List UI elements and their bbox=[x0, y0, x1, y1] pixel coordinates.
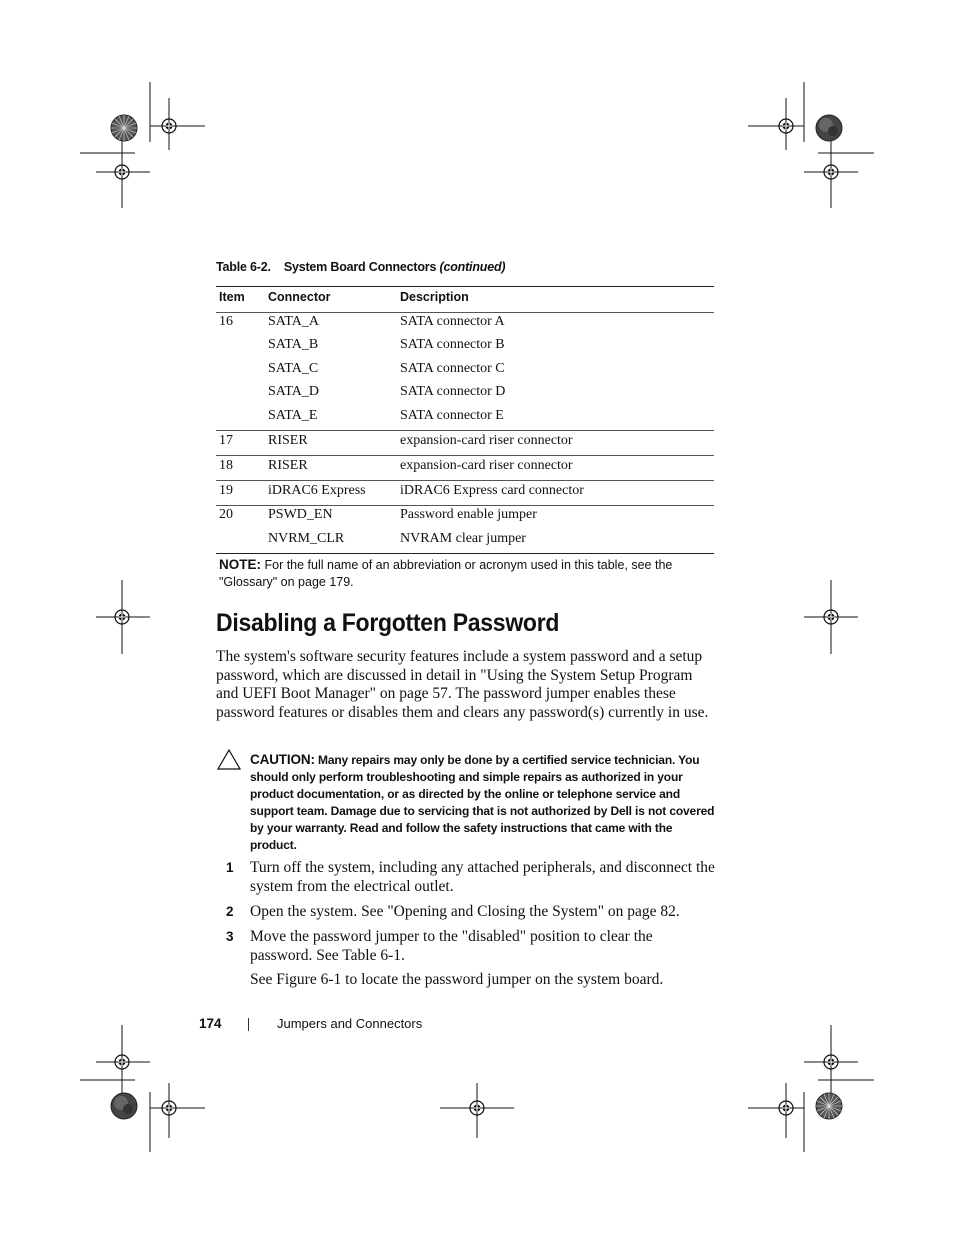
caution-text: Many repairs may only be done by a certified service technician. You should only perform troubleshooting and simple repairs as authorized in your product documentation, or as directed by the online or telephone service and support team. Damage due to servicing that is not authorized by Dell is not covered by your warranty. Read and follow the safety instructions that came with the product. bbox=[250, 753, 715, 852]
step-item bbox=[226, 859, 716, 896]
row-connector: SATA_E bbox=[268, 408, 318, 423]
row-description: NVRAM clear jumper bbox=[400, 531, 526, 546]
row-connector: SATA_C bbox=[268, 361, 319, 376]
table-caption-title: System Board Connectors bbox=[283, 260, 437, 274]
section-title: Disabling a Forgotten Password bbox=[216, 609, 560, 637]
table-caption-suffix: (continued) bbox=[439, 260, 506, 274]
page-number: 174 bbox=[199, 1016, 222, 1031]
row-item: 20 bbox=[219, 507, 233, 522]
row-rule bbox=[216, 430, 714, 431]
step-note: See Figure 6-1 to locate the password jumper on the system board. bbox=[250, 971, 664, 988]
footer-chapter-title: Jumpers and Connectors bbox=[277, 1016, 423, 1031]
row-connector: PSWD_EN bbox=[268, 507, 333, 522]
step-number: 3 bbox=[226, 929, 234, 944]
row-description: expansion-card riser connector bbox=[400, 433, 573, 448]
table-note bbox=[219, 556, 719, 591]
row-description: SATA connector B bbox=[400, 337, 505, 352]
caution-label: CAUTION: bbox=[250, 752, 315, 767]
row-item: 19 bbox=[219, 483, 233, 498]
row-connector: SATA_D bbox=[268, 384, 319, 399]
row-rule bbox=[216, 505, 714, 506]
step-text: Open the system. See "Opening and Closing the System" on page 82. bbox=[250, 903, 680, 920]
section-paragraph: The system's software security features include a system password and a setup password, which are discussed in detail in "Using the System Setup Program and UEFI Boot Manager" on page 57. The password jumper enables these password features or disables them and clears any password(s) currently in use. bbox=[216, 648, 709, 722]
step-number: 1 bbox=[226, 860, 234, 875]
row-connector: SATA_B bbox=[268, 337, 319, 352]
table-bottom-rule bbox=[216, 553, 714, 554]
row-description: Password enable jumper bbox=[400, 507, 537, 522]
row-connector: RISER bbox=[268, 433, 308, 448]
note-label: NOTE: bbox=[219, 557, 261, 572]
table-caption bbox=[216, 260, 505, 274]
row-connector: NVRM_CLR bbox=[268, 531, 345, 546]
row-rule bbox=[216, 455, 714, 456]
step-item bbox=[226, 928, 716, 965]
row-item: 16 bbox=[219, 314, 233, 329]
note-text: For the full name of an abbreviation or acronym used in this table, see the "Glossary" on page 179. bbox=[219, 558, 673, 589]
row-description: expansion-card riser connector bbox=[400, 458, 573, 473]
row-description: SATA connector C bbox=[400, 361, 505, 376]
row-description: SATA connector E bbox=[400, 408, 504, 423]
row-item: 17 bbox=[219, 433, 233, 448]
row-rule bbox=[216, 480, 714, 481]
table-caption-prefix: Table 6-2. bbox=[216, 260, 271, 274]
step-text: Move the password jumper to the "disabled" position to clear the password. See Table 6-1. bbox=[250, 928, 653, 964]
header-description: Description bbox=[400, 290, 469, 304]
header-item: Item bbox=[219, 290, 245, 304]
row-connector: iDRAC6 Express bbox=[268, 483, 366, 498]
row-item: 18 bbox=[219, 458, 233, 473]
table-top-rule bbox=[216, 286, 714, 287]
row-description: iDRAC6 Express card connector bbox=[400, 483, 584, 498]
row-description: SATA connector A bbox=[400, 314, 505, 329]
row-connector: SATA_A bbox=[268, 314, 319, 329]
row-connector: RISER bbox=[268, 458, 308, 473]
row-description: SATA connector D bbox=[400, 384, 506, 399]
footer-separator bbox=[248, 1018, 249, 1031]
header-connector: Connector bbox=[268, 290, 331, 304]
step-number: 2 bbox=[226, 904, 234, 919]
caution-block bbox=[250, 751, 720, 854]
step-item bbox=[226, 903, 716, 922]
header-rule bbox=[216, 312, 714, 313]
step-text: Turn off the system, including any attached peripherals, and disconnect the system from the electrical outlet. bbox=[250, 859, 715, 895]
caution-icon bbox=[217, 749, 241, 770]
